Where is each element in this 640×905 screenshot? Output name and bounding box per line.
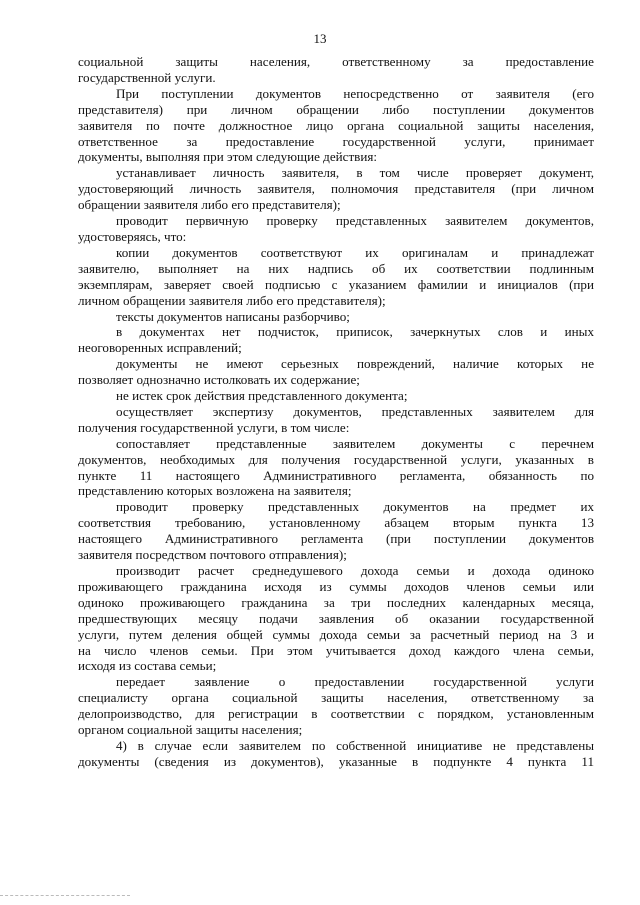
text-line: копии документов соответствуют их оригиналам и принадлежат bbox=[116, 244, 594, 260]
text-line: производит расчет среднедушевого дохода семьи и дохода одиноко bbox=[116, 563, 594, 578]
text-line: заявителя посредством почтового отправления); bbox=[78, 547, 347, 563]
text-line: личном обращении заявителя либо его представителя); bbox=[78, 292, 386, 308]
text-line: соответствия требованию, установленному абзацем вторым пункта 13 bbox=[78, 515, 594, 531]
text-line: документы не имеют серьезных повреждений, наличие которых не bbox=[116, 356, 594, 372]
text-line: на число членов семьи. При этом учитывается доход каждого члена семьи, bbox=[78, 642, 594, 658]
text-line: тексты документов написаны разборчиво; bbox=[116, 308, 350, 324]
text-line: проводит проверку представленных документов на предмет их bbox=[116, 499, 594, 515]
text-line: органом социальной защиты населения; bbox=[78, 722, 303, 738]
text-line: проводит первичную проверку представленных заявителем документов, bbox=[116, 213, 594, 229]
text-line: в документах нет подчисток, приписок, зачеркнутых слов и иных bbox=[116, 324, 594, 340]
text-line: одиноко проживающего гражданина за три последних календарных месяца, bbox=[78, 594, 594, 610]
document-body bbox=[78, 54, 594, 770]
text-line: представителя) при личном обращении либо поступлении документов bbox=[78, 101, 594, 117]
text-line: ответственное за предоставление государственной услуги, принимает bbox=[78, 133, 594, 149]
text-line: проживающего гражданина исходя из суммы доходов членов семьи или bbox=[78, 578, 594, 594]
text-line: удостоверяющий личность заявителя, полномочия представителя (при личном bbox=[78, 181, 594, 197]
text-line: настоящего Административного регламента (при поступлении документов bbox=[78, 531, 594, 547]
text-line: делопроизводство, для регистрации в соответствии с порядком, установленным bbox=[78, 706, 594, 722]
text-line: обращении заявителя либо его представителя); bbox=[78, 197, 341, 213]
text-line: заявителя по почте должностное лицо органа социальной защиты населения, bbox=[78, 117, 594, 133]
text-line: сопоставляет представленные заявителем документы с перечнем bbox=[116, 435, 594, 451]
text-line: исходя из состава семьи; bbox=[78, 658, 217, 674]
text-line: При поступлении документов непосредственно от заявителя (его bbox=[116, 85, 594, 101]
text-line: позволяет однозначно истолковать их содержание; bbox=[78, 372, 360, 388]
text-line: 4) в случае если заявителем по собственной инициативе не представлены bbox=[116, 737, 594, 753]
text-line: документы, выполняя при этом следующие действия: bbox=[78, 149, 378, 165]
text-line: документы (сведения из документов), указанные в подпункте 4 пункта 11 bbox=[78, 753, 594, 769]
page-number: 13 bbox=[313, 31, 327, 46]
text-line: устанавливает личность заявителя, в том числе проверяет документ, bbox=[116, 165, 594, 181]
footer-rule bbox=[0, 895, 130, 898]
text-line: неоговоренных исправлений; bbox=[78, 340, 242, 356]
text-line: получения государственной услуги, в том числе: bbox=[78, 419, 350, 435]
text-line: экземплярам, заверяет своей подписью с указанием фамилии и инициалов (при bbox=[78, 276, 594, 292]
text-line: услуги, путем деления общей суммы дохода семьи за расчетный период на 3 и bbox=[78, 626, 594, 642]
text-line: специалисту органа социальной защиты населения, ответственному за bbox=[78, 690, 594, 706]
text-line: документов, необходимых для получения государственной услуги, указанных в bbox=[78, 451, 594, 467]
text-line: передает заявление о предоставлении государственной услуги bbox=[116, 674, 594, 690]
text-line: представлению которых возложена на заявителя; bbox=[78, 483, 352, 499]
text-line: социальной защиты населения, ответственному за предоставление bbox=[78, 54, 594, 69]
text-line: заявителю, выполняет на них надпись об их соответствии подлинным bbox=[78, 260, 594, 276]
text-line: государственной услуги. bbox=[78, 69, 216, 85]
text-line: пункте 11 настоящего Административного регламента, обязанность по bbox=[78, 467, 594, 483]
text-line: осуществляет экспертизу документов, представленных заявителем для bbox=[116, 403, 594, 419]
text-line: предшествующих месяцу подачи заявления об оказании государственной bbox=[78, 610, 594, 626]
text-line: удостоверяясь, что: bbox=[78, 228, 187, 244]
text-line: не истек срок действия представленного документа; bbox=[116, 388, 408, 404]
